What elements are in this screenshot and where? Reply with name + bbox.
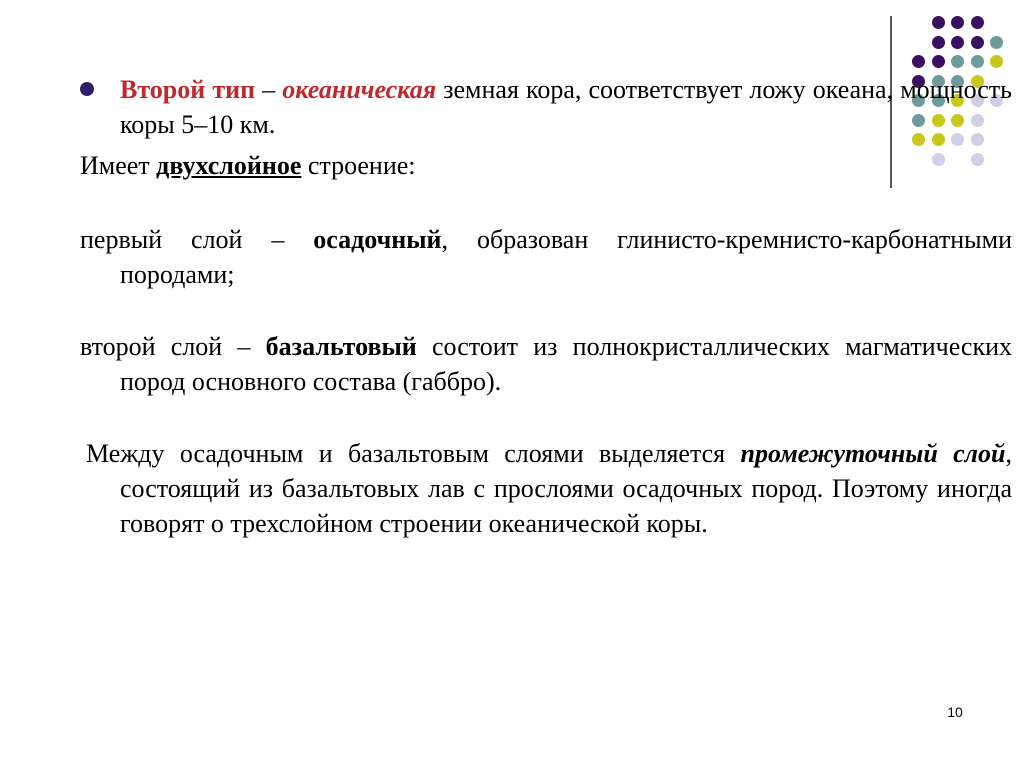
text-structure: строение:: [301, 151, 416, 180]
emphasis-basalt: базальтовый: [265, 332, 417, 361]
decorative-dot: [951, 55, 964, 68]
text-crust-description: земная кора, соответствует ложу океана, мощность коры 5–10 км.: [120, 75, 1012, 139]
decorative-dot: [932, 16, 945, 29]
text-first-layer: первый слой –: [80, 225, 314, 254]
decorative-dot: [990, 36, 1003, 49]
emphasis-two-layer: двухслойное: [156, 151, 302, 180]
highlight-second-type: Второй тип: [120, 75, 256, 104]
text-intermediate-description: , состоящий из базальтовых лав с прослоями осадочных пород. Поэтому иногда говорят о трехслойном строении океанической коры.: [120, 439, 1012, 538]
decorative-dot: [971, 16, 984, 29]
paragraph-first-layer: [80, 222, 1012, 292]
decorative-dot: [912, 55, 925, 68]
decorative-dot: [932, 36, 945, 49]
highlight-oceanic: океаническая: [282, 75, 437, 104]
text-first-layer-description: , образован глинисто-кремнисто-карбонатными породами;: [120, 225, 1012, 289]
text-second-layer-description: состоит из полнокристаллических магматических пород основного состава (габбро).: [120, 332, 1012, 396]
page-number: 10: [947, 704, 963, 720]
text-second-layer: второй слой –: [80, 332, 266, 361]
text-has: Имеет: [80, 151, 157, 180]
paragraph-intermediate-layer: [86, 436, 1012, 541]
decorative-dot: [951, 16, 964, 29]
paragraph-two-layer: [80, 148, 1012, 183]
decorative-dot: [932, 55, 945, 68]
paragraph-second-layer: [80, 329, 1012, 399]
decorative-dot: [951, 36, 964, 49]
decorative-dot: [971, 36, 984, 49]
decorative-dot: [971, 55, 984, 68]
text-dash: –: [255, 75, 283, 104]
decorative-dot: [990, 55, 1003, 68]
paragraph-oceanic-crust: [80, 72, 1012, 142]
emphasis-intermediate-layer: промежуточный слой: [740, 439, 1006, 468]
text-between-layers: Между осадочным и базальтовым слоями выделяется: [86, 439, 741, 468]
emphasis-sedimentary: осадочный: [313, 225, 442, 254]
